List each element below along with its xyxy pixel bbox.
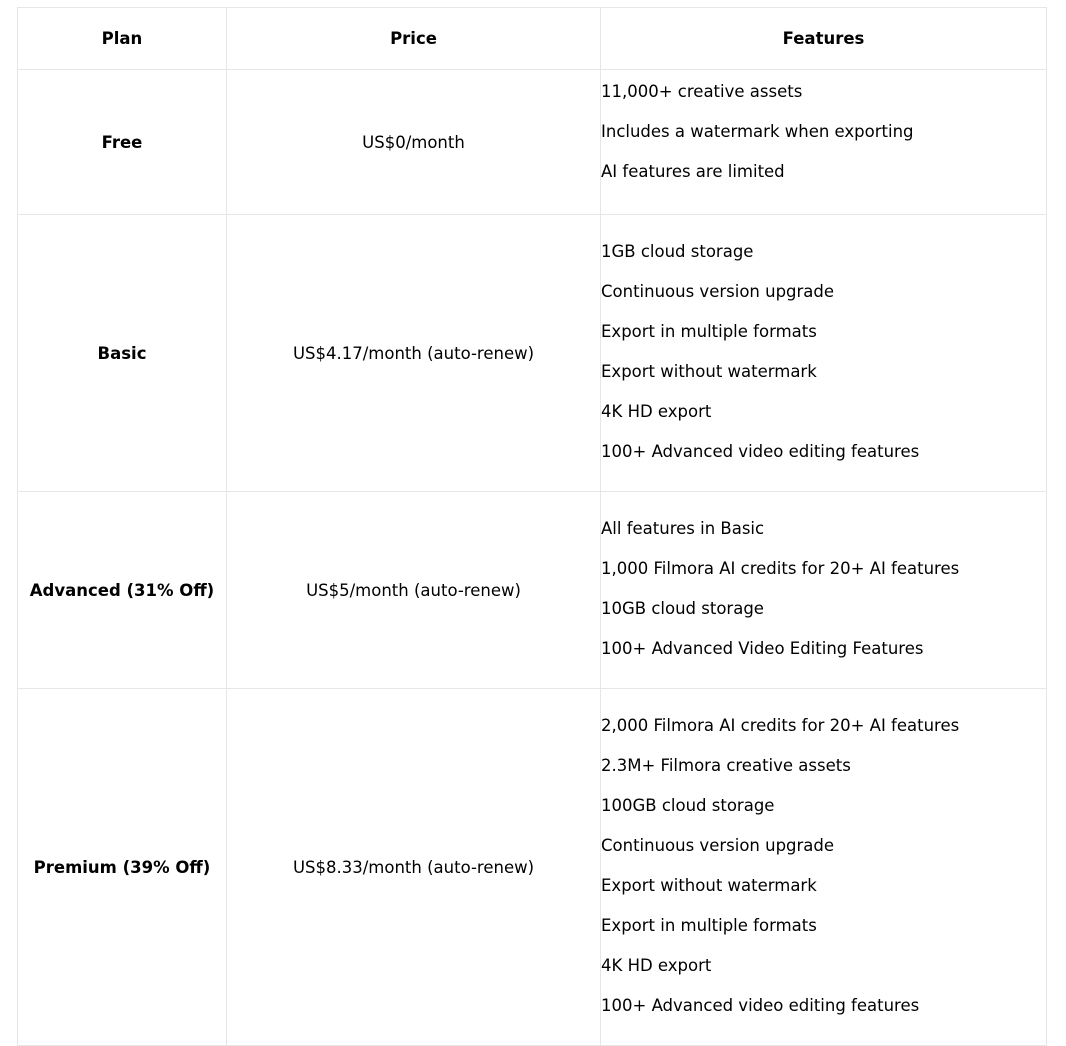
plan-features bbox=[601, 70, 1047, 215]
plan-features bbox=[601, 689, 1047, 1046]
feature-item: Export in multiple formats bbox=[601, 916, 817, 935]
plan-name: Premium (39% Off) bbox=[18, 689, 227, 1046]
feature-item: 100+ Advanced Video Editing Features bbox=[601, 639, 924, 658]
feature-item: Continuous version upgrade bbox=[601, 836, 835, 855]
pricing-table bbox=[17, 7, 1047, 1046]
feature-item: 100+ Advanced video editing features bbox=[601, 996, 920, 1015]
feature-item: Export without watermark bbox=[601, 876, 817, 895]
feature-item: 100+ Advanced video editing features bbox=[601, 442, 920, 461]
plan-name: Free bbox=[18, 70, 227, 215]
feature-item: 2,000 Filmora AI credits for 20+ AI features bbox=[601, 716, 960, 735]
feature-item: 100GB cloud storage bbox=[601, 796, 775, 815]
feature-item: 2.3M+ Filmora creative assets bbox=[601, 756, 851, 775]
feature-item: Continuous version upgrade bbox=[601, 282, 835, 301]
feature-item: AI features are limited bbox=[601, 162, 785, 181]
feature-item: Includes a watermark when exporting bbox=[601, 122, 914, 141]
table-row-premium bbox=[18, 689, 1047, 1046]
feature-item: 11,000+ creative assets bbox=[601, 82, 803, 101]
header-features: Features bbox=[601, 8, 1047, 70]
table-row-basic bbox=[18, 215, 1047, 492]
plan-price: US$4.17/month (auto-renew) bbox=[227, 215, 601, 492]
feature-item: 10GB cloud storage bbox=[601, 599, 764, 618]
feature-item: Export without watermark bbox=[601, 362, 817, 381]
header-plan: Plan bbox=[18, 8, 227, 70]
table-header-row bbox=[18, 8, 1047, 70]
feature-item: 4K HD export bbox=[601, 956, 712, 975]
plan-features bbox=[601, 215, 1047, 492]
plan-features bbox=[601, 492, 1047, 689]
feature-item: 1,000 Filmora AI credits for 20+ AI features bbox=[601, 559, 960, 578]
plan-price: US$8.33/month (auto-renew) bbox=[227, 689, 601, 1046]
plan-name: Advanced (31% Off) bbox=[18, 492, 227, 689]
feature-item: Export in multiple formats bbox=[601, 322, 817, 341]
table-row-advanced bbox=[18, 492, 1047, 689]
header-price: Price bbox=[227, 8, 601, 70]
plan-price: US$5/month (auto-renew) bbox=[227, 492, 601, 689]
feature-item: 4K HD export bbox=[601, 402, 712, 421]
plan-name: Basic bbox=[18, 215, 227, 492]
table-row-free bbox=[18, 70, 1047, 215]
plan-price: US$0/month bbox=[227, 70, 601, 215]
feature-item: All features in Basic bbox=[601, 519, 765, 538]
feature-item: 1GB cloud storage bbox=[601, 242, 754, 261]
